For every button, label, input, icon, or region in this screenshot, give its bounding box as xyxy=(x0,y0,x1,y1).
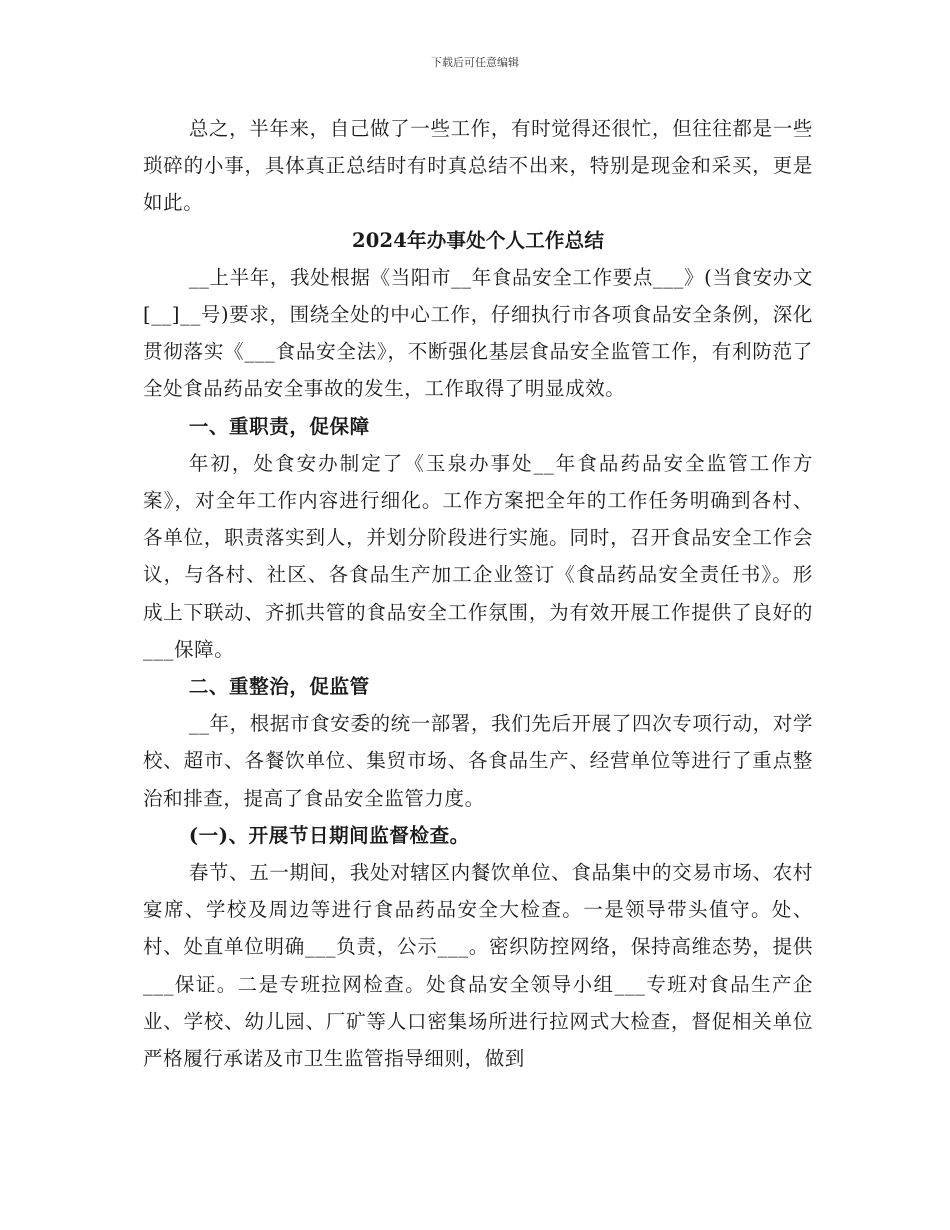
paragraph-4: 春节、五一期间，我处对辖区内餐饮单位、食品集中的交易市场、农村宴席、学校及周边等进行食品药品安全大检查。一是领导带头值守。处、村、处直单位明确___负责，公示___。密织防控网络，保持高维态势，提供___保证。二是专班拉网检查。处食品安全领导小组___专班对食品生产企业、学校、幼儿园、厂矿等人口密集场所进行拉网式大检查，督促相关单位严格履行承诺及市卫生监管指导细则，做到 xyxy=(143,861,813,1071)
document-title: 2024年办事处个人工作总结 xyxy=(351,228,605,252)
subsection-heading-1: (一)、开展节日期间监督检查。 xyxy=(188,823,470,847)
paragraph-1: __上半年，我处根据《当阳市__年食品安全工作要点___》(当食安办文[__]__号)要求，围绕全处的中心工作，仔细执行市各项食品安全条例，深化贯彻落实《___食品安全法》，不断强化基层食品安全监管工作，有利防范了全处食品药品安全事故的发生，工作取得了明显成效。 xyxy=(143,265,813,401)
intro-paragraph: 总之，半年来，自己做了一些工作，有时觉得还很忙，但往往都是一些琐碎的小事，具体真正总结时有时真总结不出来，特别是现金和采买，更是如此。 xyxy=(143,117,813,215)
paragraph-3: __年，根据市食安委的统一部署，我们先后开展了四次专项行动，对学校、超市、各餐饮单位、集贸市场、各食品生产、经营单位等进行了重点整治和排查，提高了食品安全监管力度。 xyxy=(143,712,813,810)
header-note: 下载后可任意编辑 xyxy=(431,56,519,69)
paragraph-2: 年初，处食安办制定了《玉泉办事处__年食品药品安全监管工作方案》，对全年工作内容进行细化。工作方案把全年的工作任务明确到各村、各单位，职责落实到人，并划分阶段进行实施。同时，召开食品安全工作会议，与各村、社区、各食品生产加工企业签订《食品药品安全责任书》。形成上下联动、齐抓共管的食品安全工作氛围，为有效开展工作提供了良好的___保障。 xyxy=(143,451,813,661)
document-body xyxy=(143,110,813,1077)
section-heading-1: 一、重职责，促保障 xyxy=(188,414,370,438)
section-heading-2: 二、重整治，促监管 xyxy=(188,675,370,699)
